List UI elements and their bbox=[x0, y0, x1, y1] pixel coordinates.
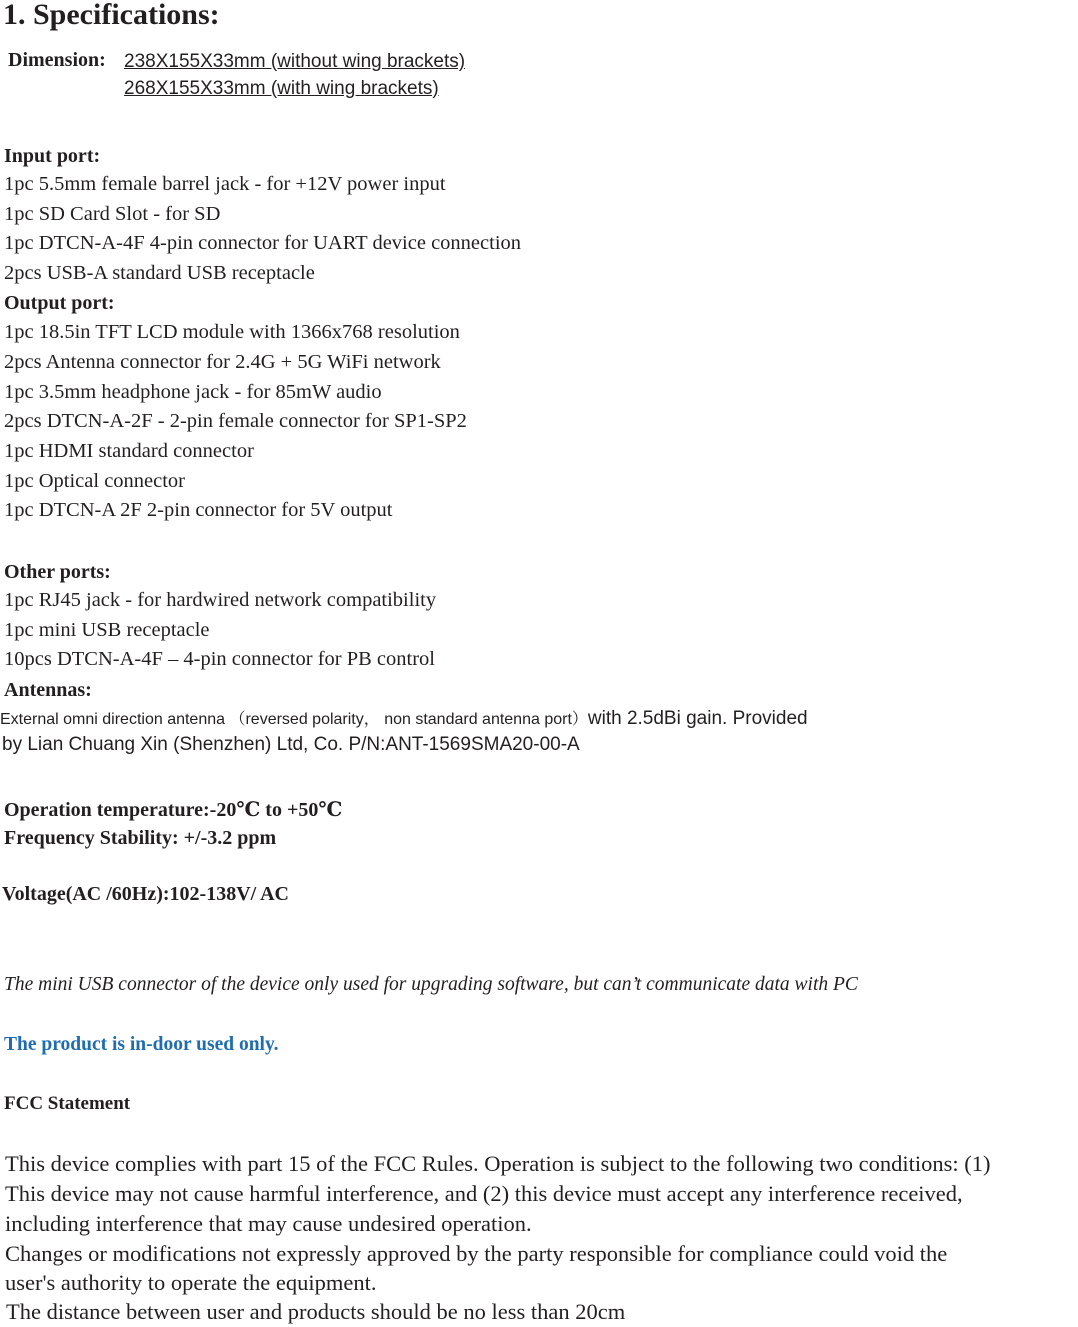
voltage: Voltage(AC /60Hz):102-138V/ AC bbox=[2, 883, 290, 905]
fcc-statement-line: This device may not cause harmful interference, and (2) this device must accept any interference received, bbox=[5, 1181, 963, 1206]
input-port-heading: Input port: bbox=[4, 145, 101, 167]
fcc-statement-line: This device complies with part 15 of the FCC Rules. Operation is subject to the following two conditions: (1) bbox=[5, 1151, 991, 1176]
other-ports-item: 1pc mini USB receptacle bbox=[4, 619, 210, 641]
other-ports-heading: Other ports: bbox=[4, 561, 111, 583]
output-port-item: 2pcs DTCN-A-2F - 2-pin female connector for SP1-SP2 bbox=[4, 410, 467, 432]
fcc-statement-line: including interference that may cause undesired operation. bbox=[5, 1211, 532, 1236]
dimension-label: Dimension: bbox=[8, 49, 106, 71]
antennas-line-1 bbox=[0, 706, 808, 730]
other-ports-item: 10pcs DTCN-A-4F – 4-pin connector for PB control bbox=[4, 648, 436, 670]
output-port-item: 1pc HDMI standard connector bbox=[4, 440, 254, 462]
output-port-item: 1pc Optical connector bbox=[4, 470, 186, 492]
output-port-item: 1pc 18.5in TFT LCD module with 1366x768 resolution bbox=[4, 321, 460, 343]
dimension-with-brackets: 268X155X33mm (with wing brackets) bbox=[124, 78, 439, 99]
antennas-provider: by Lian Chuang Xin (Shenzhen) Ltd, Co. P/N:ANT-1569SMA20-00-A bbox=[2, 734, 580, 755]
output-port-heading: Output port: bbox=[4, 292, 115, 314]
other-ports-item: 1pc RJ45 jack - for hardwired network compatibility bbox=[4, 589, 437, 611]
fcc-statement-line: Changes or modifications not expressly approved by the party responsible for compliance could void the bbox=[5, 1241, 948, 1266]
input-port-item: 1pc 5.5mm female barrel jack - for +12V power input bbox=[4, 173, 446, 195]
fcc-heading: FCC Statement bbox=[4, 1093, 131, 1114]
output-port-item: 1pc 3.5mm headphone jack - for 85mW audio bbox=[4, 381, 382, 403]
input-port-item: 1pc SD Card Slot - for SD bbox=[4, 203, 221, 225]
indoor-notice: The product is in-door used only. bbox=[4, 1034, 279, 1055]
input-port-item: 1pc DTCN-A-4F 4-pin connector for UART device connection bbox=[4, 232, 522, 254]
output-port-item: 1pc DTCN-A 2F 2-pin connector for 5V output bbox=[4, 499, 393, 521]
mini-usb-note: The mini USB connector of the device only used for upgrading software, but can’t communicate data with PC bbox=[4, 974, 858, 995]
page-title: 1. Specifications: bbox=[3, 0, 220, 31]
dimension-without-brackets: 238X155X33mm (without wing brackets) bbox=[124, 51, 466, 72]
input-port-item: 2pcs USB-A standard USB receptacle bbox=[4, 262, 315, 284]
antennas-heading: Antennas: bbox=[4, 679, 92, 701]
operation-temperature: Operation temperature:-20℃ to +50℃ bbox=[4, 799, 343, 821]
antennas-gain: with 2.5dBi gain. Provided bbox=[587, 708, 808, 729]
antennas-description: External omni direction antenna （reversed polarity， non standard antenna port） bbox=[0, 711, 588, 728]
fcc-statement-line: user's authority to operate the equipment. bbox=[5, 1270, 377, 1295]
output-port-item: 2pcs Antenna connector for 2.4G + 5G WiFi network bbox=[4, 351, 441, 373]
distance-statement: The distance between user and products should be no less than 20cm bbox=[6, 1299, 626, 1324]
frequency-stability: Frequency Stability: +/-3.2 ppm bbox=[4, 827, 277, 849]
